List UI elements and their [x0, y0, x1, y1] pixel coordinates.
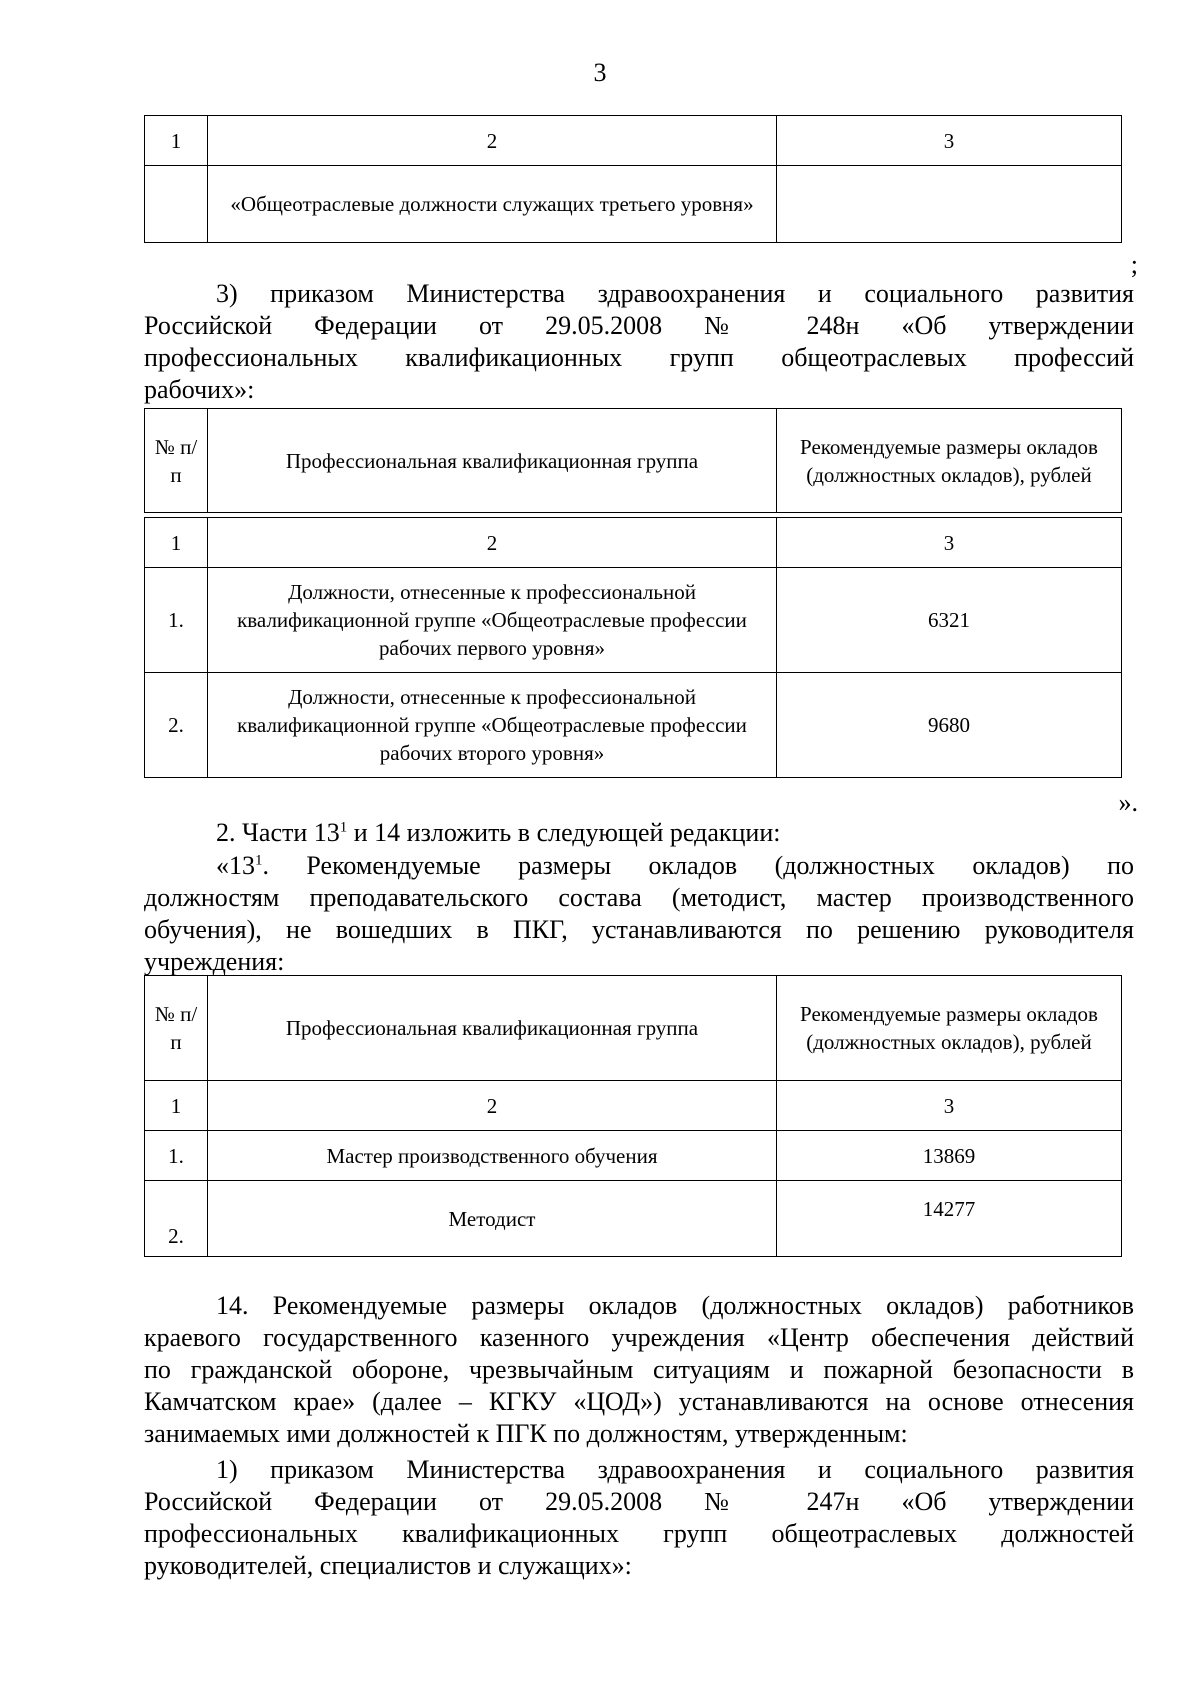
column-number-cell: 2: [208, 518, 777, 568]
salary-column-header: Рекомендуемые размеры окладов (должностных окладов), рублей: [777, 976, 1122, 1081]
table-header: [144, 408, 1122, 513]
text-fragment: «13: [216, 851, 255, 880]
table-row: [145, 976, 1122, 1081]
position-name-cell: Методист: [208, 1181, 777, 1257]
paragraph-line: профессиональных квалификационных групп общеотраслевых профессий: [144, 343, 1134, 372]
table-teaching-staff: [144, 975, 1122, 1257]
salary-value-cell: 14277: [777, 1181, 1122, 1257]
paragraph-line: занимаемых ими должностей к ПГК по должностям, утвержденным:: [144, 1419, 908, 1448]
table-row: [145, 1181, 1122, 1257]
table-row: [145, 166, 1122, 243]
text-fragment: 2. Части 13: [216, 818, 340, 847]
row-number-cell: 2.: [145, 1181, 208, 1257]
table-cell: «Общеотраслевые должности служащих третьего уровня»: [208, 166, 777, 243]
group-column-header: Профессиональная квалификационная группа: [208, 976, 777, 1081]
column-number-cell: 2: [208, 116, 777, 166]
column-number-cell: 1: [145, 1081, 208, 1131]
paragraph-line: [144, 850, 1134, 883]
group-name-cell: Должности, отнесенные к профессиональной квалификационной группе «Общеотраслевые профессии рабочих второго уровня»: [208, 673, 777, 778]
number-column-header: № п/п: [145, 976, 208, 1081]
semicolon: ;: [1130, 250, 1138, 279]
table-cell: [145, 166, 208, 243]
paragraph-line: обучения), не вошедших в ПКГ, устанавливаются по решению руководителя: [144, 915, 1134, 944]
position-name-cell: Мастер производственного обучения: [208, 1131, 777, 1181]
table-body: [144, 517, 1122, 778]
page-number: 3: [593, 58, 607, 87]
table-row: [145, 409, 1122, 513]
paragraph-line: Камчатском крае» (далее – КГКУ «ЦОД») устанавливаются на основе отнесения: [144, 1387, 1134, 1416]
column-number-cell: 2: [208, 1081, 777, 1131]
table-row: [145, 1081, 1122, 1131]
column-number-cell: 1: [145, 116, 208, 166]
column-number-cell: 3: [777, 116, 1122, 166]
row-number-cell: 1.: [145, 568, 208, 673]
superscript: 1: [339, 819, 348, 836]
table-row: [145, 518, 1122, 568]
closing-quote: ».: [1118, 788, 1138, 817]
number-column-header: № п/п: [145, 409, 208, 513]
table-row: [145, 1131, 1122, 1181]
table-row: [145, 568, 1122, 673]
paragraph-line: [144, 817, 1134, 850]
paragraph-line: рабочих»:: [144, 375, 255, 404]
column-number-cell: 1: [145, 518, 208, 568]
text-fragment: и 14 изложить в следующей редакции:: [347, 818, 781, 847]
salary-column-header: Рекомендуемые размеры окладов (должностных окладов), рублей: [777, 409, 1122, 513]
row-number-cell: 1.: [145, 1131, 208, 1181]
row-number-cell: 2.: [145, 673, 208, 778]
table-row: [145, 673, 1122, 778]
paragraph-line: учреждения:: [144, 947, 285, 976]
group-column-header: Профессиональная квалификационная группа: [208, 409, 777, 513]
paragraph-line: краевого государственного казенного учреждения «Центр обеспечения действий: [144, 1323, 1134, 1352]
text-fragment: . Рекомендуемые размеры окладов (должностных окладов) по: [262, 851, 1134, 880]
column-number-cell: 3: [777, 1081, 1122, 1131]
paragraph-line: Российской Федерации от 29.05.2008 № 248н «Об утверждении: [144, 311, 1134, 340]
superscript: 1: [255, 852, 263, 869]
paragraph-line: 14. Рекомендуемые размеры окладов (должностных окладов) работников: [216, 1291, 1134, 1320]
table-row: [145, 116, 1122, 166]
paragraph-line: руководителей, специалистов и служащих»:: [144, 1551, 632, 1580]
salary-value-cell: 6321: [777, 568, 1122, 673]
salary-value-cell: 13869: [777, 1131, 1122, 1181]
table-continuation: [144, 115, 1122, 243]
paragraph-line: 1) приказом Министерства здравоохранения и социального развития: [216, 1455, 1134, 1484]
group-name-cell: Должности, отнесенные к профессиональной квалификационной группе «Общеотраслевые профессии рабочих первого уровня»: [208, 568, 777, 673]
paragraph-line: Российской Федерации от 29.05.2008 № 247н «Об утверждении: [144, 1487, 1134, 1516]
paragraph-line: профессиональных квалификационных групп общеотраслевых должностей: [144, 1519, 1134, 1548]
paragraph-line: по гражданской обороне, чрезвычайным ситуациям и пожарной безопасности в: [144, 1355, 1134, 1384]
paragraph-line: 3) приказом Министерства здравоохранения и социального развития: [216, 279, 1134, 308]
table-cell: [777, 166, 1122, 243]
paragraph-line: должностям преподавательского состава (методист, мастер производственного: [144, 883, 1134, 912]
salary-value-cell: 9680: [777, 673, 1122, 778]
column-number-cell: 3: [777, 518, 1122, 568]
